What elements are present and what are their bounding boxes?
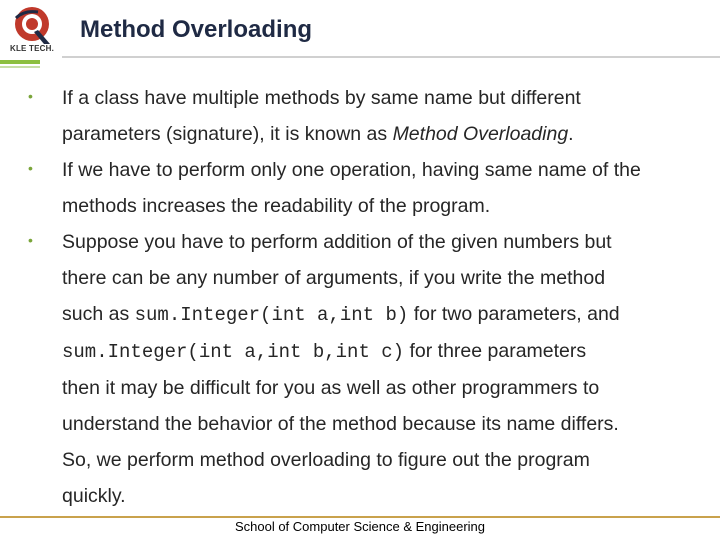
kle-logo-icon	[4, 4, 60, 48]
bullet-1-line-2b: .	[568, 123, 574, 145]
bullet-3-line-5: then it may be difficult for you as well as other programmers to	[62, 377, 600, 399]
accent-bar	[0, 60, 40, 70]
bullet-3-line-6: understand the behavior of the method because its name differs.	[62, 413, 619, 435]
bullet-3-line-2: there can be any number of arguments, if you write the method	[62, 267, 606, 289]
bullet-3-line-7: So, we perform method overloading to figure out the program	[62, 449, 590, 471]
bullet-3-line-8: quickly.	[62, 485, 126, 507]
bullet-3-line-3b: for two parameters, and	[408, 303, 620, 325]
logo-text: KLE TECH.	[9, 44, 55, 53]
code-two-params: sum.Integer(int a,int b)	[134, 304, 409, 326]
bullet-2-line-2: methods increases the readability of the program.	[62, 195, 491, 217]
footer-divider	[0, 516, 720, 518]
bullet-icon: •	[28, 232, 33, 248]
bullet-paragraph-1	[62, 80, 690, 152]
bullet-3-line-3a: such as	[62, 303, 135, 325]
bullet-1-line-1: If a class have multiple methods by same name but different	[62, 87, 581, 109]
bullet-paragraph-3	[62, 224, 690, 514]
method-overloading-term: Method Overloading	[392, 123, 569, 145]
bullet-3-line-1: Suppose you have to perform addition of the given numbers but	[62, 231, 612, 253]
header-divider	[62, 56, 720, 58]
bullet-icon: •	[28, 160, 33, 176]
bullet-2-line-1: If we have to perform only one operation, having same name of the	[62, 159, 641, 181]
code-three-params: sum.Integer(int a,int b,int c)	[62, 341, 405, 363]
bullet-3-line-4: for three parameters	[404, 340, 587, 362]
page-title: Method Overloading	[80, 16, 313, 43]
bullet-icon: •	[28, 88, 33, 104]
footer-text: School of Computer Science & Engineering	[234, 519, 486, 534]
bullet-paragraph-2	[62, 152, 690, 224]
bullet-1-line-2a: parameters (signature), it is known as	[62, 123, 393, 145]
